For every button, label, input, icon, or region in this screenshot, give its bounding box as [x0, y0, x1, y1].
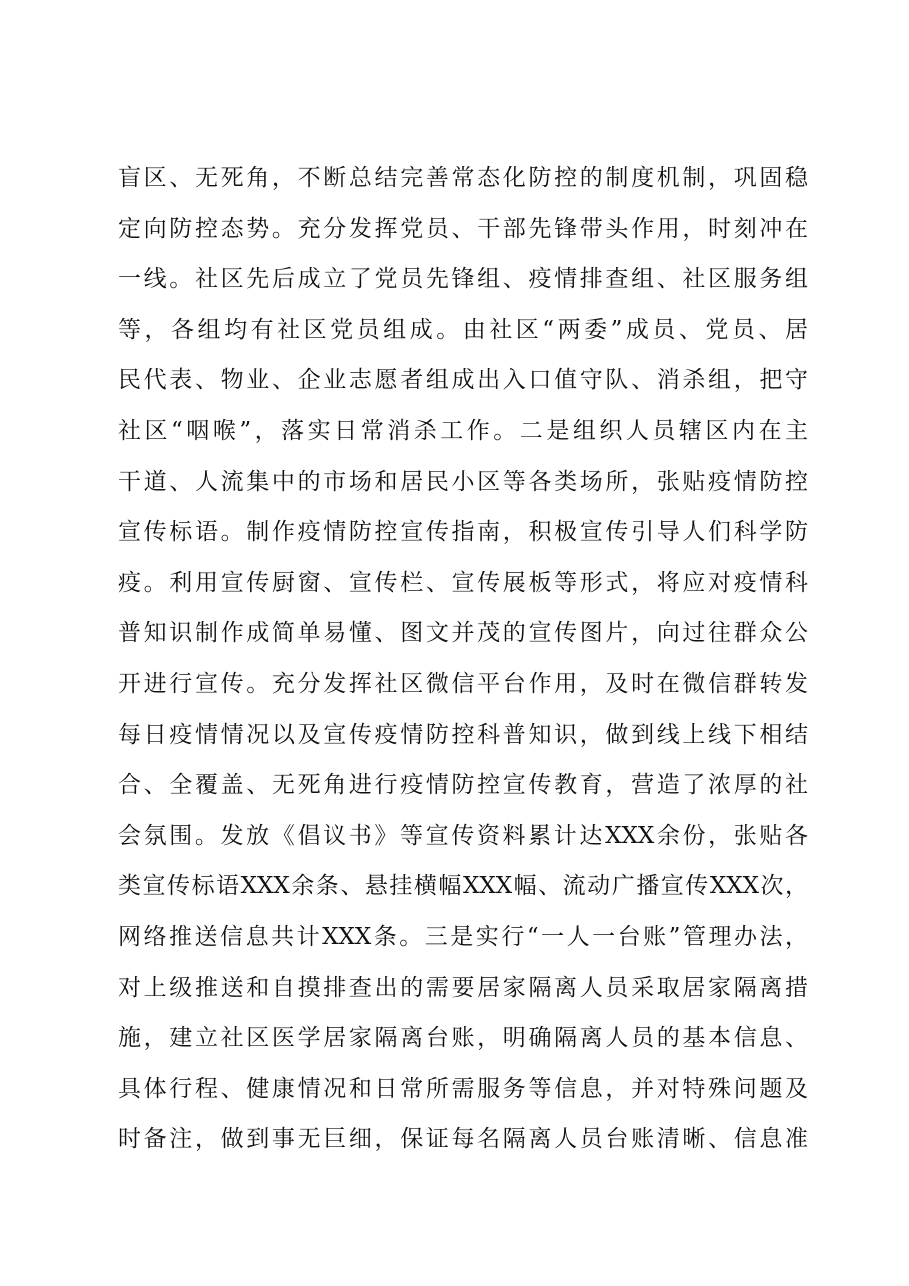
body-text — [118, 153, 808, 1165]
text-line-13: 合、全覆盖、无死角进行疫情防控宣传教育，营造了浓厚的社 — [118, 772, 808, 799]
text-line-4: 等，各组均有社区党员组成。由社区“两委”成员、党员、居 — [118, 316, 808, 343]
text-line-15: 类宣传标语XXX余条、悬挂横幅XXX幅、流动广播宣传XXX次， — [118, 873, 808, 900]
text-line-6: 社区“咽喉”，落实日常消杀工作。二是组织人员辖区内在主 — [118, 417, 808, 444]
text-line-9: 疫。利用宣传厨窗、宣传栏、宣传展板等形式，将应对疫情科 — [118, 569, 808, 596]
text-line-18: 施，建立社区医学居家隔离台账，明确隔离人员的基本信息、 — [118, 1025, 808, 1052]
text-line-1: 盲区、无死角，不断总结完善常态化防控的制度机制，巩固稳 — [118, 165, 808, 191]
text-line-2: 定向防控态势。充分发挥党员、干部先锋带头作用，时刻冲在 — [118, 215, 808, 242]
text-line-12: 每日疫情情况以及宣传疫情防控科普知识，做到线上线下相结 — [118, 721, 808, 748]
text-line-17: 对上级推送和自摸排查出的需要居家隔离人员采取居家隔离措 — [118, 974, 808, 1001]
text-line-3: 一线。社区先后成立了党员先锋组、疫情排查组、社区服务组 — [118, 266, 808, 293]
text-line-10: 普知识制作成简单易懂、图文并茂的宣传图片，向过往群众公 — [118, 620, 808, 647]
text-line-16: 网络推送信息共计XXX条。三是实行“一人一台账”管理办法， — [118, 923, 808, 950]
text-line-5: 民代表、物业、企业志愿者组成出入口值守队、消杀组，把守 — [118, 367, 808, 394]
text-line-14: 会氛围。发放《倡议书》等宣传资料累计达XXX余份，张贴各 — [118, 822, 808, 849]
text-line-7: 干道、人流集中的市场和居民小区等各类场所，张贴疫情防控 — [118, 468, 808, 495]
text-line-8: 宣传标语。制作疫情防控宣传指南，积极宣传引导人们科学防 — [118, 519, 808, 546]
text-line-20: 时备注，做到事无巨细，保证每名隔离人员台账清晰、信息准 — [118, 1126, 808, 1153]
text-line-19: 具体行程、健康情况和日常所需服务等信息，并对特殊问题及 — [118, 1075, 808, 1102]
text-line-11: 开进行宣传。充分发挥社区微信平台作用，及时在微信群转发 — [118, 670, 808, 697]
